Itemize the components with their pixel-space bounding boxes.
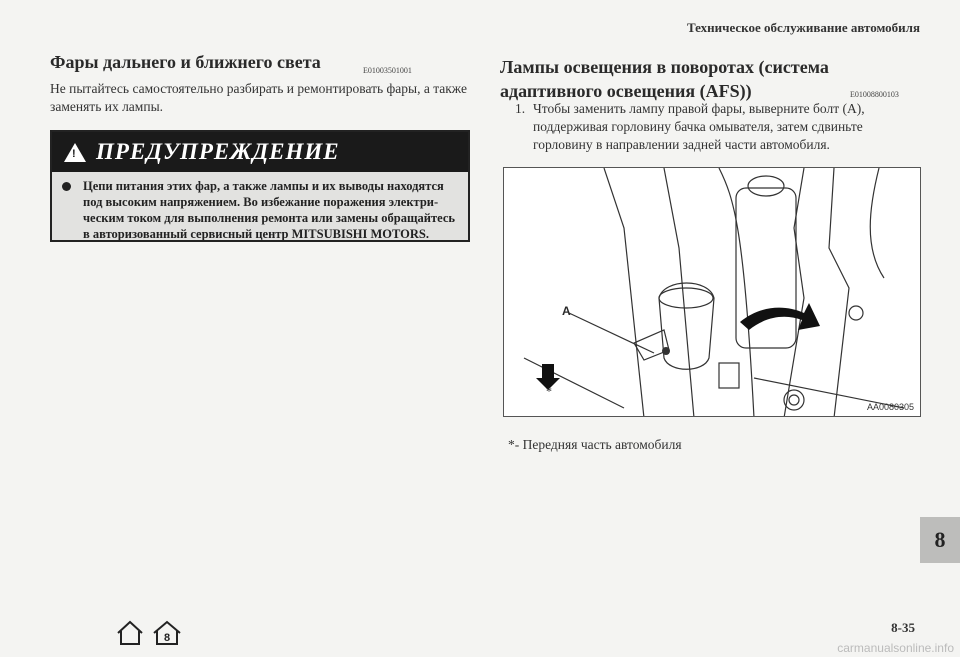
bullet-icon <box>62 182 71 191</box>
rotation-arrow-icon <box>740 303 820 330</box>
figure-code: AA0080305 <box>866 402 914 412</box>
watermark: carmanualsonline.info <box>837 641 954 655</box>
headlamp-illustration <box>504 168 921 417</box>
warning-header <box>52 132 468 172</box>
figure-star-marker: * <box>546 384 552 398</box>
left-section-code: E01003501001 <box>363 66 412 75</box>
warning-title: ПРЕДУПРЕЖДЕНИЕ <box>96 139 340 164</box>
page-header-title: Техническое обслуживание автомобиля <box>686 20 920 35</box>
step-text: Чтобы заменить лампу правой фары, выверните болт (A), поддерживая горловину бачка омывателя, затем сдвиньте горловину в направлении задней части автомобиля. <box>533 101 865 152</box>
step-item <box>515 100 925 154</box>
chapter-tab[interactable]: 8 <box>920 517 960 563</box>
illustration-figure <box>503 167 921 417</box>
warning-box <box>50 130 470 242</box>
chapter-home-icon[interactable] <box>151 618 183 648</box>
page-number: 8-35 <box>891 620 915 635</box>
warning-triangle-icon: ! <box>64 143 86 162</box>
warning-body <box>52 172 468 242</box>
left-section-body: Не пытайтесь самостоятельно разбирать и ремонтировать фары, а также заменять их лампы. <box>50 81 467 114</box>
home-icon[interactable] <box>115 618 145 648</box>
left-section-title: Фары дальнего и ближнего света <box>50 52 321 72</box>
right-section-title: Лампы освещения в поворотах (система адаптивного освещения (AFS)) <box>500 57 829 101</box>
step-number: 1. <box>515 101 526 116</box>
warning-text: Цепи питания этих фар, а также лампы и их выводы находятся под высоким напряжением. Во избежание поражения электри-ческим током для выполнения ремонта или замены обращайтесь в авторизованный сервисный центр MITSUBISHI MOTORS. <box>83 179 455 241</box>
figure-footnote: *- Передняя часть автомобиля <box>508 437 682 452</box>
figure-label-a: A <box>562 304 571 318</box>
nav-icons <box>115 618 183 648</box>
chapter-badge: 8 <box>163 632 171 644</box>
right-section-code: E01008800103 <box>850 90 899 99</box>
